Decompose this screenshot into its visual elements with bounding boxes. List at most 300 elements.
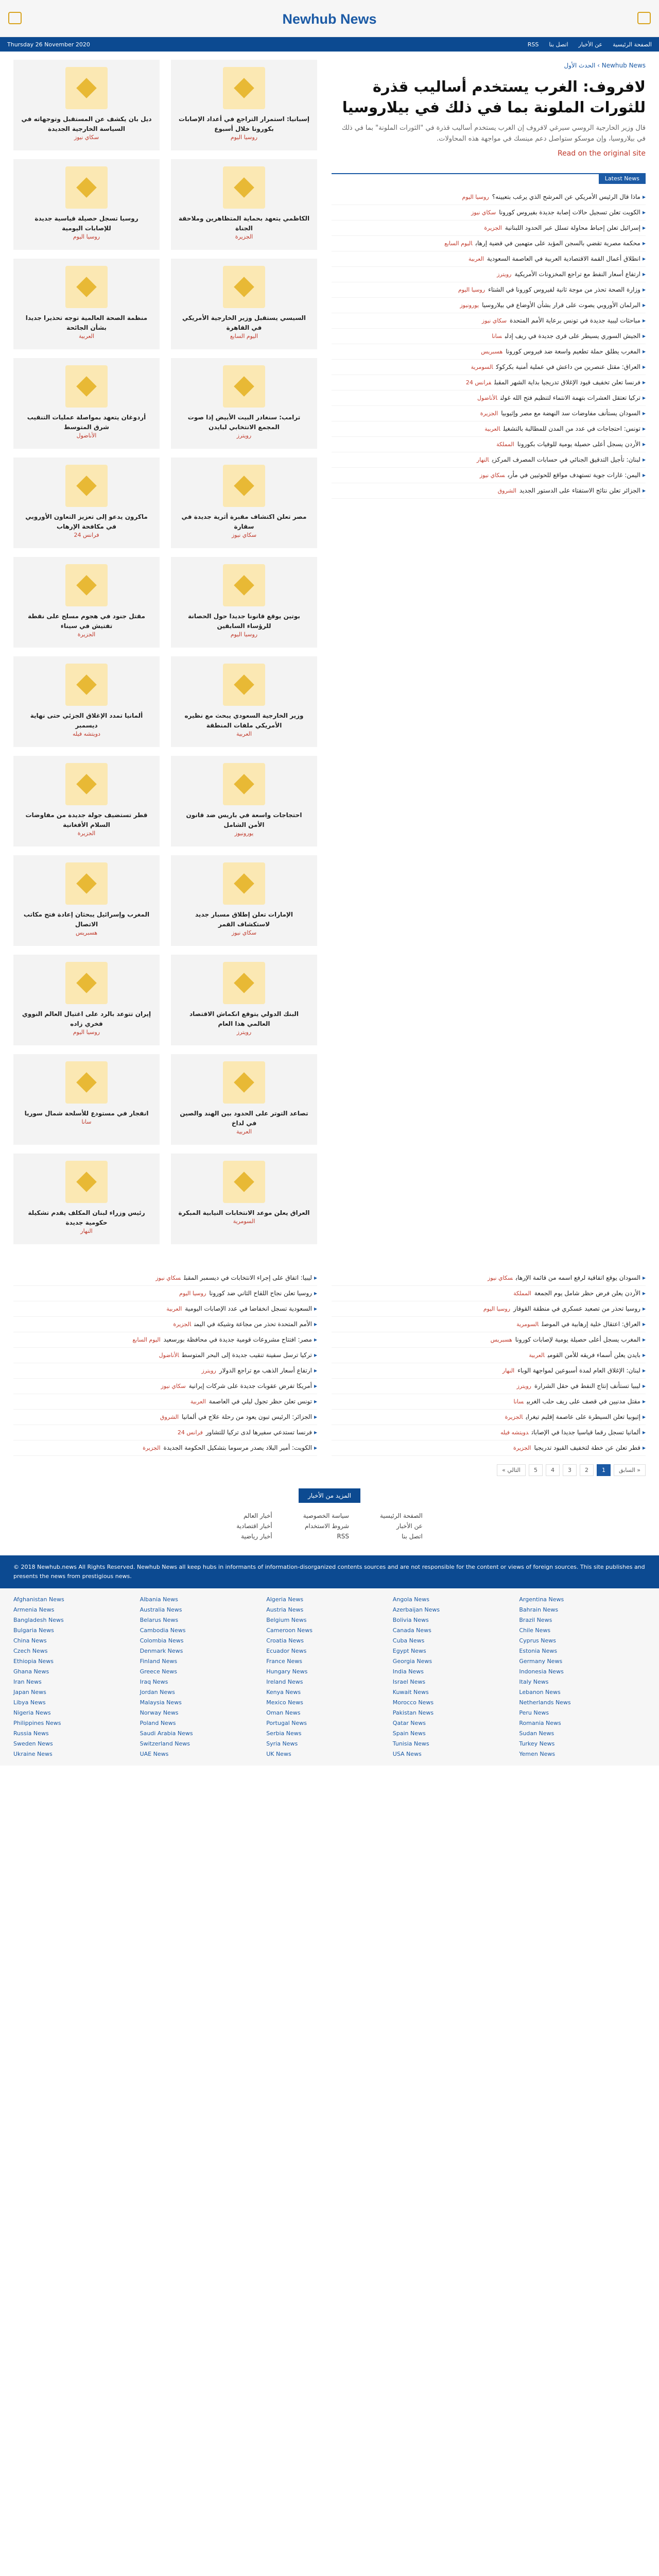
headline-link[interactable]: الأردن يعلن فرض حظر شامل يوم الجمعة [534, 1290, 640, 1297]
news-card[interactable] [13, 855, 160, 946]
bullet-icon: ▸ [314, 1398, 317, 1405]
headline-link[interactable]: فرنسا تعلن تخفيف قيود الإغلاق تدريجيا بداية الشهر المقبل [494, 379, 640, 386]
thumbnail-image[interactable] [65, 465, 108, 507]
card-title[interactable]: قطر تستضيف جولة جديدة من مفاوضات السلام الأفغانية [25, 811, 148, 828]
headline-link[interactable]: الأمم المتحدة تحذر من مجاعة وشيكة في اليمن [194, 1320, 312, 1328]
country-link[interactable]: Algeria News [266, 1596, 304, 1603]
list-item[interactable] [332, 190, 646, 205]
thumbnail-image[interactable] [65, 365, 108, 408]
country-link[interactable]: Australia News [140, 1606, 182, 1613]
headline-link[interactable]: ليبيا تستأنف إنتاج النفط في حقل الشرارة [534, 1382, 640, 1389]
news-card[interactable] [13, 60, 160, 150]
bullet-icon: ▸ [314, 1382, 317, 1389]
country-link[interactable]: Denmark News [140, 1648, 183, 1654]
country-link[interactable]: Serbia News [266, 1730, 302, 1737]
headline-link[interactable]: الجيش السوري يسيطر على قرى جديدة في ريف إدلب [505, 332, 640, 340]
country-link[interactable]: Sweden News [13, 1740, 53, 1747]
headline-link[interactable]: السودان يستأنف مفاوضات سد النهضة مع مصر وإثيوبيا [501, 410, 640, 417]
country-link[interactable]: Ethiopia News [13, 1658, 54, 1665]
news-card[interactable] [171, 457, 317, 548]
bullet-icon: ▸ [642, 209, 646, 216]
headline-link[interactable]: انطلاق أعمال القمة الاقتصادية العربية في العاصمة السعودية [487, 255, 640, 262]
bullet-icon: ▸ [642, 317, 646, 324]
page-button[interactable]: 1 [597, 1464, 611, 1476]
bullet-icon: ▸ [314, 1444, 317, 1451]
footer-link[interactable]: أخبار اقتصادية [236, 1522, 272, 1530]
headline-link[interactable]: العراق: مقتل عنصرين من داعش في عملية أمنية بكركوك [496, 363, 640, 370]
card-source: يورونيوز [234, 830, 254, 837]
card-title[interactable]: إيران تتوعد بالرد على اغتيال العالم النووي فخري زاده [22, 1010, 151, 1027]
thumbnail-image[interactable] [65, 1161, 108, 1203]
card-title[interactable]: روسيا تسجل حصيلة قياسية جديدة للإصابات اليومية [34, 215, 138, 232]
headline-link[interactable]: ألمانيا تسجل رقما قياسيا جديدا في الإصابات [531, 1429, 640, 1436]
nav-link-home[interactable]: الصفحة الرئيسية [613, 41, 652, 48]
country-link[interactable]: Cyprus News [519, 1637, 557, 1644]
headline-link[interactable]: لبنان: الإغلاق العام لمدة أسبوعين لمواجهة الوباء [517, 1367, 640, 1374]
page-button[interactable]: 4 [546, 1464, 560, 1476]
list-item[interactable] [332, 452, 646, 468]
country-link[interactable]: Libya News [13, 1699, 46, 1706]
list-item[interactable] [332, 1394, 646, 1410]
footer-menu-col [236, 1512, 272, 1540]
list-item[interactable] [13, 1363, 317, 1379]
footer-link[interactable]: أخبار رياضية [241, 1533, 272, 1540]
list-item[interactable] [332, 1301, 646, 1317]
card-title[interactable]: البنك الدولي يتوقع انكماش الاقتصاد العالمي هذا العام [189, 1010, 299, 1027]
country-link[interactable]: Mexico News [266, 1699, 303, 1706]
country-link[interactable]: Egypt News [392, 1648, 426, 1654]
country-link[interactable]: Switzerland News [140, 1740, 190, 1747]
country-link[interactable]: Yemen News [519, 1751, 556, 1757]
footer-link[interactable]: شروط الاستخدام [304, 1522, 349, 1530]
country-link[interactable]: Russia News [13, 1730, 49, 1737]
thumbnail-image[interactable] [223, 67, 265, 109]
page-button[interactable]: التالي » [497, 1464, 526, 1476]
bullet-icon: ▸ [642, 193, 646, 200]
country-link[interactable]: Cambodia News [140, 1627, 186, 1634]
nav-link-contact[interactable]: اتصل بنا [549, 41, 568, 48]
thumbnail-image[interactable] [65, 1061, 108, 1104]
headline-link[interactable]: مقتل مدنيين في قصف على ريف حلب الغربي [527, 1398, 640, 1405]
list-item[interactable] [13, 1348, 317, 1363]
news-card[interactable] [171, 955, 317, 1045]
news-card[interactable] [171, 656, 317, 747]
country-link[interactable]: Argentina News [519, 1596, 564, 1603]
page-button[interactable]: 3 [563, 1464, 577, 1476]
country-link[interactable]: Belarus News [140, 1617, 179, 1623]
news-card[interactable] [171, 1154, 317, 1244]
country-link[interactable]: Norway News [140, 1709, 179, 1716]
country-link[interactable]: Israel News [392, 1679, 426, 1685]
country-link[interactable]: Ukraine News [13, 1751, 53, 1757]
source-label: الجزيرة [513, 1445, 531, 1451]
list-item[interactable] [332, 282, 646, 298]
thumbnail-image[interactable] [65, 862, 108, 905]
list-item[interactable] [332, 205, 646, 221]
source-label: سكاي نيوز [481, 317, 507, 324]
thumbnail-image[interactable] [65, 763, 108, 805]
headline-link[interactable]: إسرائيل تعلن إحباط محاولة تسلل عبر الحدود اللبنانية [505, 224, 640, 231]
list-item[interactable] [13, 1270, 317, 1286]
country-link[interactable]: Kenya News [266, 1689, 301, 1696]
footer-link[interactable]: RSS [337, 1533, 349, 1540]
list-item[interactable] [13, 1410, 317, 1425]
country-link[interactable]: India News [392, 1668, 424, 1675]
list-item[interactable] [332, 313, 646, 329]
list-item[interactable] [332, 391, 646, 406]
country-link[interactable]: Angola News [392, 1596, 430, 1603]
country-link[interactable]: Malaysia News [140, 1699, 182, 1706]
card-title[interactable]: انفجار في مستودع للأسلحة شمال سوريا [24, 1110, 149, 1117]
card-source: الأناضول [76, 432, 97, 439]
list-item[interactable] [13, 1286, 317, 1301]
headline-link[interactable]: العراق: اعتقال خلية إرهابية في الموصل [542, 1320, 640, 1328]
list-item[interactable] [332, 1425, 646, 1440]
headline-link[interactable]: إثيوبيا تعلن السيطرة على عاصمة إقليم تيغراي [526, 1413, 640, 1420]
list-item[interactable] [332, 1317, 646, 1332]
country-link[interactable]: Finland News [140, 1658, 178, 1665]
thumbnail-image[interactable] [223, 962, 265, 1004]
thumbnail-image[interactable] [65, 962, 108, 1004]
card-title[interactable]: مقتل جنود في هجوم مسلح على نقطة تفتيش في سيناء [28, 613, 145, 630]
list-item[interactable] [332, 1410, 646, 1425]
card-title[interactable]: إسبانيا: استمرار التراجع في أعداد الإصابات بكورونا خلال أسبوع [179, 115, 309, 132]
bullet-icon: ▸ [642, 224, 646, 231]
country-link[interactable]: Cameroon News [266, 1627, 313, 1634]
headline-link[interactable]: مباحثات ليبية جديدة في تونس برعاية الأمم المتحدة [510, 317, 640, 324]
card-title[interactable]: مصر تعلن اكتشاف مقبرة أثرية جديدة في سقارة [181, 513, 307, 530]
country-link[interactable]: Qatar News [392, 1720, 426, 1726]
card-source: رويترز [236, 1029, 252, 1036]
list-item[interactable] [332, 406, 646, 421]
headline-link[interactable]: الكويت: أمير البلاد يصدر مرسوما بتشكيل الحكومة الجديدة [163, 1444, 312, 1451]
thumbnail-image[interactable] [223, 1061, 265, 1104]
list-item[interactable] [13, 1379, 317, 1394]
page-button[interactable]: « السابق [614, 1464, 646, 1476]
page-button[interactable]: 2 [580, 1464, 594, 1476]
search-icon[interactable] [637, 12, 651, 24]
list-item[interactable] [13, 1317, 317, 1332]
country-link[interactable]: Canada News [392, 1627, 431, 1634]
bullet-icon: ▸ [642, 1274, 646, 1281]
footer-link[interactable]: سياسة الخصوصية [303, 1512, 349, 1519]
headline-link[interactable]: اليمن: غارات جوية تستهدف مواقع للحوثيين في مأرب [508, 471, 640, 479]
thumbnail-image[interactable] [223, 166, 265, 209]
thumbnail-image[interactable] [223, 266, 265, 308]
card-source: العربية [78, 333, 95, 340]
bullet-icon: ▸ [314, 1305, 317, 1312]
card-title[interactable]: وزير الخارجية السعودي يبحث مع نظيره الأمريكي ملفات المنطقة [184, 712, 304, 729]
country-link[interactable]: Ireland News [266, 1679, 303, 1685]
country-link[interactable]: Indonesia News [519, 1668, 564, 1675]
headline-link[interactable]: تونس تعلن حظر تجول ليلي في العاصمة [209, 1398, 312, 1405]
country-link[interactable]: France News [266, 1658, 302, 1665]
source-label: روسيا اليوم [462, 194, 489, 200]
list-item[interactable] [332, 1270, 646, 1286]
list-item[interactable] [332, 267, 646, 282]
headline-link[interactable]: الكويت تعلن تسجيل حالات إصابة جديدة بفيروس كورونا [499, 209, 640, 216]
card-title[interactable]: الكاظمي يتعهد بحماية المتظاهرين وملاحقة الجناة [178, 215, 310, 232]
thumbnail-image[interactable] [223, 862, 265, 905]
country-link[interactable]: Iran News [13, 1679, 42, 1685]
country-link[interactable]: Cuba News [392, 1637, 425, 1644]
country-link[interactable]: Greece News [140, 1668, 177, 1675]
list-item[interactable] [332, 1440, 646, 1456]
country-link[interactable]: Philippines News [13, 1720, 61, 1726]
country-link[interactable]: Pakistan News [392, 1709, 434, 1716]
bottom-lists [13, 1263, 646, 1456]
source-label: سكاي نيوز [161, 1383, 186, 1389]
footer-link[interactable]: اتصل بنا [402, 1533, 423, 1540]
headline-link[interactable]: تركيا ترسل سفينة تنقيب جديدة إلى البحر المتوسط [182, 1351, 312, 1359]
country-link[interactable]: Turkey News [519, 1740, 555, 1747]
country-link[interactable]: Bulgaria News [13, 1627, 54, 1634]
country-link[interactable]: Japan News [13, 1689, 46, 1696]
card-source: هسبريس [75, 929, 98, 936]
country-link[interactable]: Czech News [13, 1648, 48, 1654]
headline-link[interactable]: السعودية تسجل انخفاضا في عدد الإصابات اليومية [185, 1305, 312, 1312]
country-link[interactable]: Bangladesh News [13, 1617, 64, 1623]
headline-link[interactable]: الأردن يسجل أعلى حصيلة يومية للوفيات بكورونا [517, 440, 640, 448]
card-title[interactable]: ألمانيا تمدد الإغلاق الجزئي حتى نهاية ديسمبر [30, 712, 143, 729]
thumbnail-image[interactable] [223, 564, 265, 606]
country-link[interactable]: Nigeria News [13, 1709, 51, 1716]
list-item[interactable] [13, 1440, 317, 1456]
thumbnail-image[interactable] [223, 365, 265, 408]
thumbnail-image[interactable] [223, 465, 265, 507]
country-link[interactable]: Croatia News [266, 1637, 304, 1644]
card-source: فرانس 24 [74, 532, 99, 538]
country-link[interactable]: Georgia News [392, 1658, 432, 1665]
country-link[interactable]: Albania News [140, 1596, 178, 1603]
news-card[interactable] [171, 259, 317, 349]
bullet-icon: ▸ [642, 1382, 646, 1389]
country-link[interactable]: Peru News [519, 1709, 549, 1716]
country-link[interactable]: Bahrain News [519, 1606, 559, 1613]
headline-link[interactable]: الجزائر تعلن نتائج الاستفتاء على الدستور الجديد [519, 487, 640, 494]
news-card[interactable] [13, 259, 160, 349]
card-title[interactable]: تصاعد التوتر على الحدود بين الهند والصين في لداخ [180, 1110, 308, 1127]
country-link[interactable]: Jordan News [140, 1689, 175, 1696]
headline-link[interactable]: محكمة مصرية تقضي بالسجن المؤبد على متهمين في قضية إرهاب [475, 240, 640, 247]
source-label: العربية [190, 1398, 206, 1405]
country-link[interactable]: Hungary News [266, 1668, 308, 1675]
country-link[interactable]: Netherlands News [519, 1699, 571, 1706]
list-item[interactable] [332, 437, 646, 452]
headline-link[interactable]: روسيا تحذر من تصعيد عسكري في منطقة القوقاز [513, 1305, 640, 1312]
thumbnail-image[interactable] [65, 266, 108, 308]
site-logo[interactable]: Newhub News [282, 11, 377, 27]
country-link[interactable]: Colombia News [140, 1637, 184, 1644]
footer-link[interactable]: عن الأخبار [396, 1522, 423, 1530]
headline-link[interactable]: لبنان: تأجيل التدقيق الجنائي في حسابات المصرف المركزي [492, 456, 640, 463]
news-card[interactable] [171, 60, 317, 150]
country-link[interactable]: Oman News [266, 1709, 301, 1716]
news-card[interactable] [13, 955, 160, 1045]
country-link[interactable]: Morocco News [392, 1699, 434, 1706]
headline-link[interactable]: أمريكا تفرض عقوبات جديدة على شركات إيرانية [188, 1382, 312, 1389]
headline-link[interactable]: وزارة الصحة تحذر من موجة ثانية لفيروس كورونا في الشتاء [488, 286, 640, 293]
news-card[interactable] [171, 756, 317, 846]
card-title[interactable]: ترامب: سنغادر البيت الأبيض إذا صوت المجمع الانتخابي لبايدن [187, 414, 301, 431]
list-item[interactable] [332, 1363, 646, 1379]
list-item[interactable] [332, 1379, 646, 1394]
list-item[interactable] [332, 421, 646, 437]
list-item[interactable] [332, 483, 646, 499]
headline-link[interactable]: قطر تعلن عن خطة لتخفيف القيود تدريجيا [534, 1444, 640, 1451]
country-link[interactable]: Tunisia News [392, 1740, 429, 1747]
breadcrumb[interactable]: Newhub News › الحدث الأول [564, 62, 646, 69]
list-item[interactable] [332, 251, 646, 267]
country-link[interactable]: Germany News [519, 1658, 563, 1665]
headline-link[interactable]: السودان يوقع اتفاقية لرفع اسمه من قائمة الإرهاب [515, 1274, 640, 1281]
more-news [0, 1488, 659, 1503]
list-item[interactable] [332, 1332, 646, 1348]
country-link[interactable]: Estonia News [519, 1648, 558, 1654]
country-link[interactable]: Iraq News [140, 1679, 168, 1685]
list-item[interactable] [332, 468, 646, 483]
news-card[interactable] [13, 159, 160, 250]
latest-news-label: Latest News [599, 173, 646, 184]
country-link[interactable]: Italy News [519, 1679, 549, 1685]
thumbnail-image[interactable] [223, 1161, 265, 1203]
card-title[interactable]: ديل بان يكشف عن المستقبل وتوجهاته في السياسة الخارجية الجديدة [21, 115, 152, 132]
news-card[interactable] [13, 557, 160, 648]
read-original-link[interactable]: Read on the original site [557, 149, 646, 158]
headline-link[interactable]: روسيا تعلن نجاح اللقاح الثاني ضد كورونا [209, 1290, 312, 1297]
thumbnail-image[interactable] [65, 166, 108, 209]
country-link[interactable]: Austria News [266, 1606, 304, 1613]
headline-link[interactable]: ارتفاع أسعار الذهب مع تراجع الدولار [219, 1367, 312, 1374]
list-item[interactable] [13, 1425, 317, 1440]
country-link[interactable]: Sudan News [519, 1730, 554, 1737]
card-source: سكاي نيوز [74, 134, 99, 141]
country-link[interactable]: Chile News [519, 1627, 551, 1634]
headline-link[interactable]: البرلمان الأوروبي يصوت على قرار بشأن الأوضاع في بيلاروسيا [482, 301, 640, 309]
footer-link[interactable]: الصفحة الرئيسية [379, 1512, 423, 1519]
news-card[interactable] [171, 159, 317, 250]
country-link[interactable]: UK News [266, 1751, 291, 1757]
headline-link[interactable]: ارتفاع أسعار النفط مع تراجع المخزونات الأمريكية [514, 270, 640, 278]
country-link[interactable]: USA News [392, 1751, 422, 1757]
card-title[interactable]: ماكرون يدعو إلى تعزيز التعاون الأوروبي في مكافحة الإرهاب [25, 513, 148, 530]
country-link[interactable]: Azerbaijan News [392, 1606, 440, 1613]
headline-link[interactable]: الجزائر: الرئيس تبون يعود من رحلة علاج في ألمانيا [182, 1413, 312, 1420]
thumbnail-image[interactable] [223, 763, 265, 805]
card-title[interactable]: بوتين يوقع قانونا جديدا حول الحصانة للرؤساء السابقين [188, 613, 300, 630]
list-item[interactable] [332, 221, 646, 236]
country-link[interactable]: Portugal News [266, 1720, 307, 1726]
headline-link[interactable]: ليبيا: اتفاق على إجراء الانتخابات في ديسمبر المقبل [184, 1274, 312, 1281]
news-card[interactable] [13, 1154, 160, 1244]
bullet-icon: ▸ [642, 1290, 646, 1297]
bullet-icon: ▸ [314, 1367, 317, 1374]
list-item[interactable] [332, 298, 646, 313]
headline-link[interactable]: تونس: احتجاجات في عدد من المدن للمطالبة بالتشغيل [503, 425, 640, 432]
thumbnail-image[interactable] [65, 564, 108, 606]
news-card[interactable] [171, 358, 317, 449]
news-card[interactable] [13, 1054, 160, 1145]
country-link[interactable]: China News [13, 1637, 47, 1644]
card-title[interactable]: الإمارات تعلن إطلاق مسبار جديد لاستكشاف القمر [195, 911, 293, 928]
source-label: الجزيرة [484, 225, 502, 231]
page-button[interactable]: 5 [529, 1464, 543, 1476]
country-link[interactable]: UAE News [140, 1751, 169, 1757]
card-title[interactable]: احتجاجات واسعة في باريس ضد قانون الأمن الشامل [186, 811, 302, 828]
headline-link[interactable]: ماذا قال الرئيس الأمريكي عن المرشح الذي يرغب بتعيينه؟ [492, 193, 640, 200]
news-card[interactable] [13, 457, 160, 548]
headline-link[interactable]: مصر: افتتاح مشروعات قومية جديدة في محافظة بورسعيد [163, 1336, 312, 1343]
card-title[interactable]: رئيس وزراء لبنان المكلف يقدم تشكيلة حكومية جديدة [28, 1209, 145, 1226]
country-link[interactable]: Armenia News [13, 1606, 55, 1613]
thumbnail-image[interactable] [65, 664, 108, 706]
country-link[interactable]: Romania News [519, 1720, 561, 1726]
country-link[interactable]: Poland News [140, 1720, 176, 1726]
card-title[interactable]: السيسي يستقبل وزير الخارجية الأمريكي في القاهرة [182, 314, 306, 331]
bullet-icon: ▸ [642, 425, 646, 432]
news-card[interactable] [13, 756, 160, 846]
footer-link[interactable]: أخبار العالم [244, 1512, 272, 1519]
latest-news-list [332, 190, 646, 499]
country-link[interactable]: Saudi Arabia News [140, 1730, 193, 1737]
bullet-icon: ▸ [642, 1351, 646, 1359]
nav-link-rss[interactable]: RSS [527, 41, 539, 48]
country-link[interactable]: Ghana News [13, 1668, 49, 1675]
country-link[interactable]: Lebanon News [519, 1689, 561, 1696]
list-item[interactable] [332, 375, 646, 391]
thumbnail-image[interactable] [65, 67, 108, 109]
country-link[interactable]: Belgium News [266, 1617, 307, 1623]
card-title[interactable]: أردوغان يتعهد بمواصلة عمليات التنقيب شرق المتوسط [27, 414, 146, 431]
card-title[interactable]: العراق يعلن موعد الانتخابات النيابية المبكرة [178, 1209, 310, 1216]
news-card[interactable] [13, 656, 160, 747]
list-item[interactable] [13, 1394, 317, 1410]
list-item[interactable] [332, 360, 646, 375]
list-item[interactable] [332, 1348, 646, 1363]
card-title[interactable]: منظمة الصحة العالمية توجه تحذيرا جديدا بشأن الجائحة [25, 314, 148, 331]
nav-link-about[interactable]: عن الأخبار [578, 41, 603, 48]
source-label: السومرية [516, 1321, 539, 1328]
more-news-button[interactable]: المزيد من الأخبار [299, 1488, 360, 1503]
headline-link[interactable]: المغرب يطلق حملة تطعيم واسعة ضد فيروس كورونا [506, 348, 640, 355]
card-title[interactable]: المغرب وإسرائيل يبحثان إعادة فتح مكاتب الاتصال [23, 911, 150, 928]
thumbnail-image[interactable] [223, 664, 265, 706]
news-card[interactable] [171, 1054, 317, 1145]
list-item[interactable] [332, 1286, 646, 1301]
country-link[interactable]: Brazil News [519, 1617, 552, 1623]
list-item[interactable] [332, 236, 646, 251]
country-link[interactable]: Afghanistan News [13, 1596, 64, 1603]
list-item[interactable] [13, 1301, 317, 1317]
bullet-icon: ▸ [642, 487, 646, 494]
list-item[interactable] [13, 1332, 317, 1348]
news-card[interactable] [13, 358, 160, 449]
footer-menu [0, 1512, 659, 1540]
country-link[interactable]: Kuwait News [392, 1689, 429, 1696]
headline-link[interactable]: فرنسا تستدعي سفيرها لدى تركيا للتشاور [205, 1429, 312, 1436]
headline-link[interactable]: بايدن يعلن أسماء فريقه للأمن القومي [547, 1351, 640, 1359]
news-card[interactable] [171, 855, 317, 946]
country-link[interactable]: Bolivia News [392, 1617, 429, 1623]
country-link[interactable]: Spain News [392, 1730, 426, 1737]
country-link[interactable]: Syria News [266, 1740, 298, 1747]
list-item[interactable] [332, 329, 646, 344]
country-link[interactable]: Ecuador News [266, 1648, 307, 1654]
headline-link[interactable]: المغرب يسجل أعلى حصيلة يومية لإصابات كورونا [515, 1336, 640, 1343]
headline-link[interactable]: تركيا تعتقل العشرات بتهمة الانتماء لتنظيم فتح الله غولن [500, 394, 640, 401]
list-item[interactable] [332, 344, 646, 360]
news-card[interactable] [171, 557, 317, 648]
